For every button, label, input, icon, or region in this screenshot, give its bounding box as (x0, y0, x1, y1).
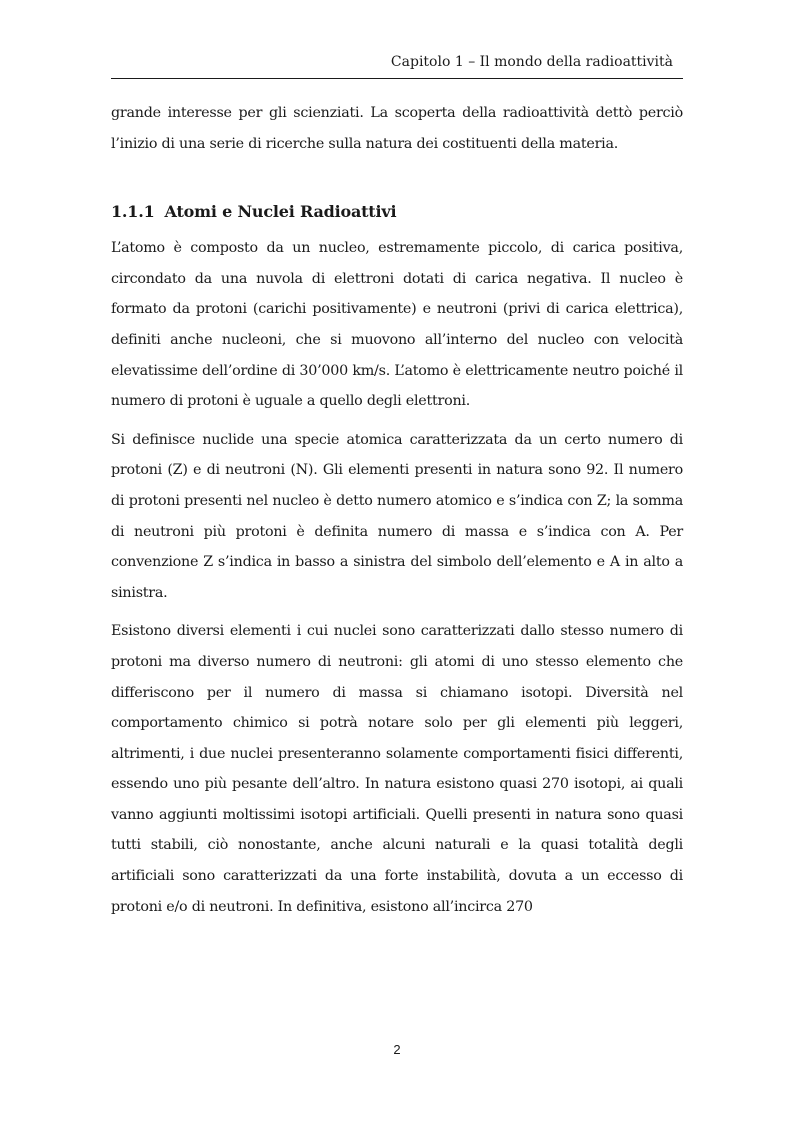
paragraph-atom: L’atomo è composto da un nucleo, estremamente piccolo, di carica positiva, circondato da una nuvola di elettroni dotati di carica negativa. Il nucleo è formato da protoni (carichi positivamente) e neutroni (privi di carica elettrica), definiti anche nucleoni, che si muovono all’interno del nucleo con velocità elevatissime dell’ordine di 30’000 km/s. L’atomo è elettricamente neutro poiché il numero di protoni è uguale a quello degli elettroni. (111, 240, 683, 410)
paragraph-continuation: grande interesse per gli scienziati. La scoperta della radioattività dettò perciò l’inizio di una serie di ricerche sulla natura dei costituenti della materia. (111, 105, 683, 152)
running-header: Capitolo 1 – Il mondo della radioattività (390, 54, 673, 70)
header-rule (111, 78, 683, 79)
section-number: 1.1.1 (111, 202, 155, 222)
page-body (111, 98, 683, 930)
section-heading (111, 200, 683, 224)
paragraph-nuclide: Si definisce nuclide una specie atomica caratterizzata da un certo numero di protoni (Z) e di neutroni (N). Gli elementi presenti in natura sono 92. Il numero di protoni presenti nel nucleo è detto numero atomico e s’indica con Z; la somma di neutroni più protoni è definita numero di massa e s’indica con A. Per convenzione Z s’indica in basso a sinistra del simbolo dell’elemento e A in alto a sinistra. (111, 431, 683, 601)
paragraph-isotopes: Esistono diversi elementi i cui nuclei sono caratterizzati dallo stesso numero di protoni ma diverso numero di neutroni: gli atomi di uno stesso elemento che differiscono per il numero di massa si chiamano isotopi. Diversità nel comportamento chimico si potrà notare solo per gli elementi più leggeri, altrimenti, i due nuclei presenteranno solamente comportamenti fisici differenti, essendo uno più pesante dell’altro. In natura esistono quasi 270 isotopi, ai quali vanno aggiunti moltissimi isotopi artificiali. Quelli presenti in natura sono quasi tutti stabili, ciò nonostante, anche alcuni naturali e la quasi totalità degli artificiali sono caratterizzati da una forte instabilità, dovuta a un eccesso di protoni e/o di neutroni. In definitiva, esistono all’incirca 270 (111, 623, 683, 915)
page-number: 2 (393, 1042, 401, 1057)
section-title: Atomi e Nuclei Radioattivi (164, 202, 397, 222)
